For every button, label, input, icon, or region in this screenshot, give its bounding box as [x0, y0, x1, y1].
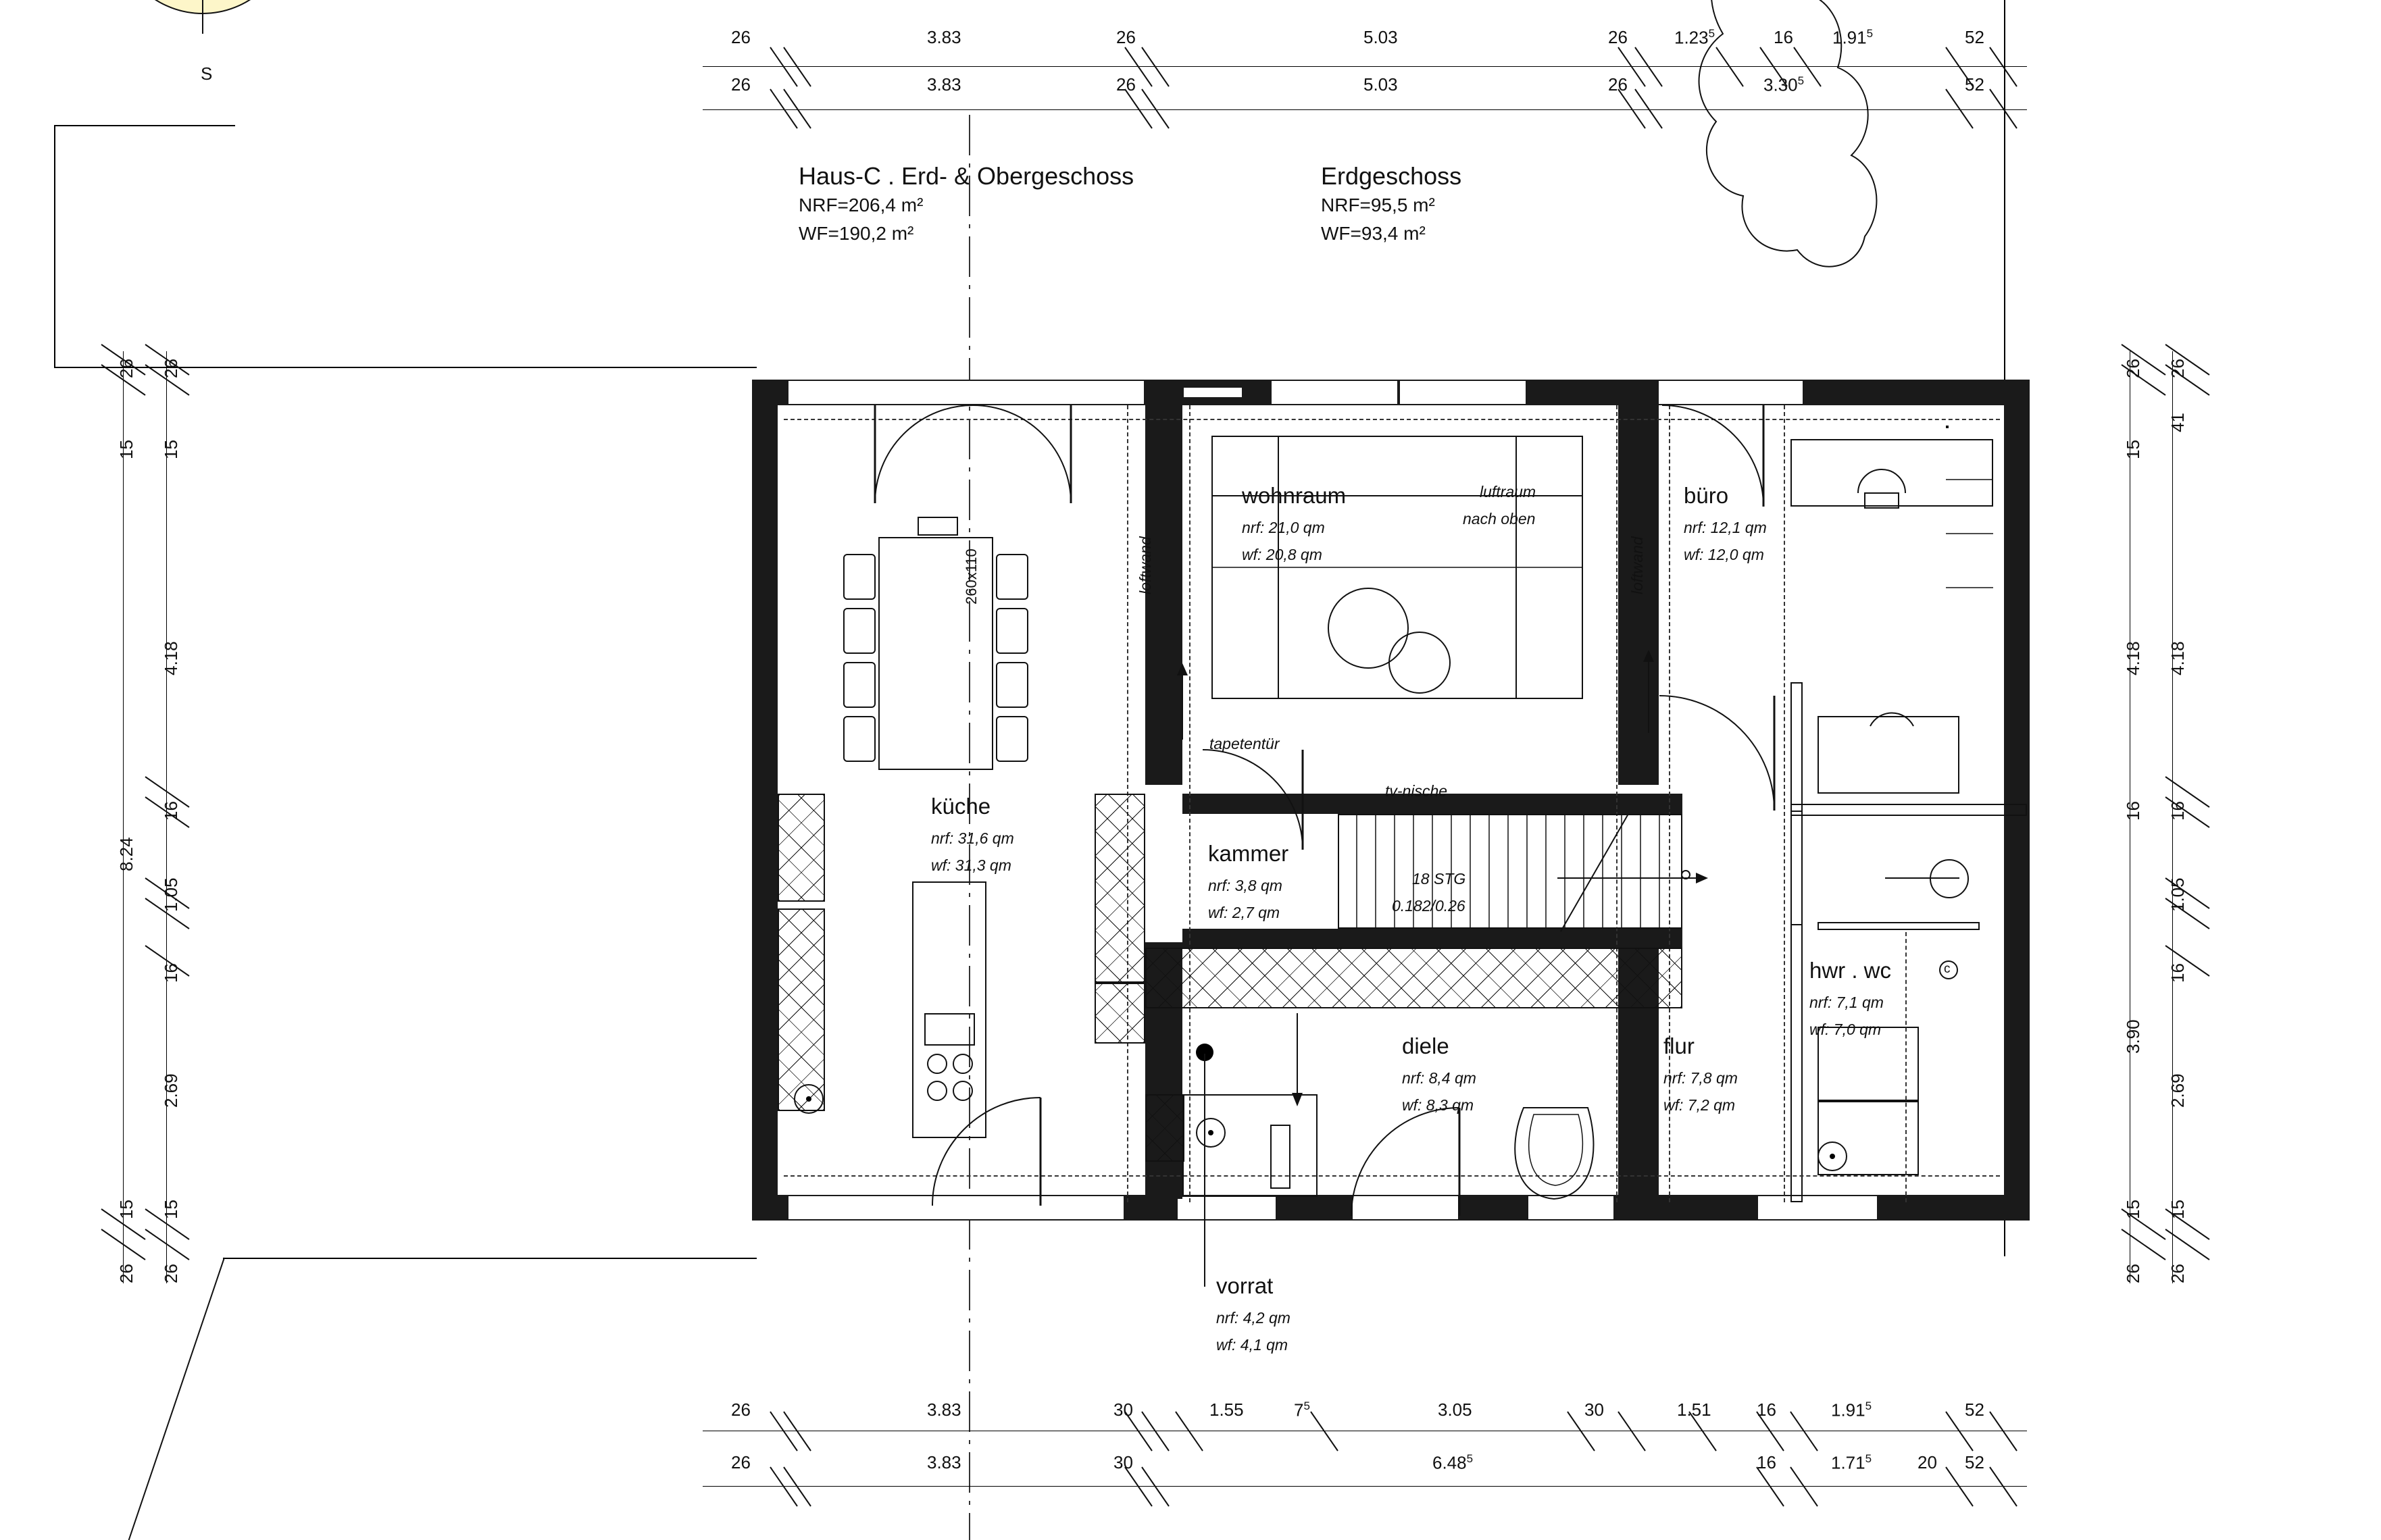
- pier-bottom-5: [1657, 1195, 1758, 1221]
- door-flur: [1659, 696, 1788, 824]
- door-kuche-top: [865, 405, 1081, 527]
- dim-bot2-5: 1.71$^5$: [1831, 1452, 1872, 1473]
- room-diele-name: diele: [1402, 1033, 1449, 1058]
- dim-top1-4: 26: [1608, 27, 1628, 47]
- dim-top1-2: 26: [1116, 27, 1136, 47]
- dim-top2-4: 26: [1608, 74, 1628, 95]
- stair-arrow-origin: [1681, 870, 1690, 879]
- annotation-tapetentuer: tapetentür: [1209, 735, 1280, 752]
- dim-bot1-10: 52: [1965, 1400, 1984, 1420]
- room-buro-wf: wf: 12,0 qm: [1684, 546, 1764, 563]
- dim-right-inner-0: 26: [2167, 359, 2188, 378]
- dim-bot1-5: 3.05: [1438, 1400, 1472, 1420]
- annotation-luftraum-1: luftraum: [1480, 483, 1536, 500]
- stair-rise-label: 0.182/0.26: [1392, 897, 1465, 915]
- dim-ticks-right: [2061, 0, 2331, 1540]
- dim-left-inner-7: 15: [161, 1200, 181, 1219]
- dim-left-inner-3: 16: [161, 801, 181, 821]
- room-hwr-name: hwr . wc: [1809, 958, 1892, 983]
- dim-bot2-0: 26: [731, 1452, 751, 1472]
- dim-bot2-1: 3.83: [927, 1452, 961, 1472]
- door-kuche-bottom: [932, 1098, 1068, 1212]
- room-diele-wf: wf: 8,3 qm: [1402, 1096, 1474, 1114]
- dim-bot1-9: 1.91$^5$: [1831, 1400, 1872, 1420]
- wc-line: [1885, 875, 1966, 881]
- dim-right-inner-3: 16: [2167, 801, 2188, 821]
- room-flur-wf: wf: 7,2 qm: [1663, 1096, 1736, 1114]
- room-kuche-nrf: nrf: 31,6 qm: [931, 829, 1014, 847]
- dim-top2-6: 52: [1965, 74, 1984, 95]
- dim-left-inner-0: 26: [161, 359, 181, 378]
- hwr-fixture-dot: [1830, 1154, 1835, 1159]
- dim-top1-8: 52: [1965, 27, 1984, 47]
- dim-top1-1: 3.83: [927, 27, 961, 47]
- room-flur-name: flur: [1663, 1033, 1695, 1058]
- dim-bot2-7: 52: [1965, 1452, 1984, 1472]
- window-top-5: [1655, 380, 1804, 405]
- counter-run-diele: [1145, 948, 1682, 1008]
- ref-line-v2: [1189, 405, 1190, 1202]
- stair-count-label: 18 STG: [1412, 870, 1466, 888]
- dim-right-inner-7: 15: [2167, 1200, 2188, 1219]
- dim-left-inner-5: 16: [161, 963, 181, 983]
- interior-wall-kammer-bottom: [1182, 929, 1682, 948]
- room-buro-name: büro: [1684, 483, 1729, 508]
- room-hwr-wf: wf: 7,0 qm: [1809, 1021, 1882, 1038]
- window-top-1: [787, 380, 1145, 405]
- chair-right-4: [996, 716, 1028, 762]
- washing-machine: [1818, 1027, 1919, 1101]
- dim-right-outer-4: 3.90: [2123, 1019, 2143, 1054]
- vorrat-shelf: [1145, 1094, 1184, 1162]
- dim-top1-5: 1.23$^5$: [1674, 27, 1715, 48]
- door-diele: [1351, 1108, 1486, 1223]
- dim-top2-3: 5.03: [1363, 74, 1398, 95]
- compass-south-label: S: [201, 63, 213, 84]
- chair-right-3: [996, 662, 1028, 708]
- dim-right-inner-1: 41: [2167, 413, 2188, 432]
- dim-top1-0: 26: [731, 27, 751, 47]
- vanity-basin: [1865, 686, 1919, 733]
- room-flur-nrf: nrf: 7,8 qm: [1663, 1069, 1738, 1087]
- room-vorrat-wf: wf: 4,1 qm: [1216, 1336, 1288, 1354]
- dim-bot1-6: 30: [1584, 1400, 1604, 1420]
- arrow-up-right: [1635, 648, 1662, 736]
- title-left-wf: WF=190,2 m²: [799, 223, 914, 244]
- dining-table-size-label: 260x110: [963, 548, 980, 605]
- pier-bottom-6: [1878, 1195, 2030, 1221]
- room-kammer-nrf: nrf: 3,8 qm: [1208, 877, 1282, 894]
- annotation-tv-nische: tv-nische: [1385, 782, 1448, 800]
- dim-bot2-2: 30: [1113, 1452, 1133, 1472]
- exterior-wall-left: [752, 380, 778, 1221]
- window-top-2: [1182, 386, 1243, 399]
- dim-bot2-6: 20: [1918, 1452, 1937, 1472]
- room-wohnraum-nrf: nrf: 21,0 qm: [1242, 519, 1325, 536]
- kitchen-fixture-left-dot: [806, 1096, 811, 1102]
- ref-line-v3: [1616, 405, 1618, 1202]
- dim-top2-5: 3.30$^5$: [1763, 74, 1805, 95]
- dim-bot1-4: $7^5$: [1294, 1400, 1310, 1420]
- dim-ticks-left: [0, 0, 270, 1540]
- room-wohnraum-wf: wf: 20,8 qm: [1242, 546, 1322, 563]
- dim-right-outer-6: 26: [2123, 1264, 2143, 1283]
- dim-top1-6: 16: [1774, 27, 1793, 47]
- chair-left-4: [843, 716, 876, 762]
- room-kammer-wf: wf: 2,7 qm: [1208, 904, 1280, 921]
- dim-top1-7: 1.91$^5$: [1832, 27, 1874, 48]
- dim-right-inner-5: 16: [2167, 963, 2188, 983]
- room-hwr-nrf: nrf: 7,1 qm: [1809, 994, 1884, 1011]
- annotation-luftraum-2: nach oben: [1463, 510, 1536, 528]
- room-diele-nrf: nrf: 8,4 qm: [1402, 1069, 1476, 1087]
- ref-line-right-1: [1905, 932, 1907, 1202]
- dim-right-outer-0: 26: [2123, 359, 2143, 378]
- dim-right-inner-2: 4.18: [2167, 641, 2188, 675]
- room-kuche-wf: wf: 31,3 qm: [931, 856, 1011, 874]
- arrow-up-left: [1169, 662, 1196, 743]
- dim-top2-0: 26: [731, 74, 751, 95]
- room-buro-nrf: nrf: 12,1 qm: [1684, 519, 1767, 536]
- dim-bot1-7: 1.51: [1677, 1400, 1711, 1420]
- kitchen-counter-right: [1095, 794, 1145, 983]
- room-vorrat-nrf: nrf: 4,2 qm: [1216, 1309, 1290, 1327]
- dim-right-inner-8: 26: [2167, 1264, 2188, 1283]
- dim-top1-3: 5.03: [1363, 27, 1398, 47]
- chair-right-1: [996, 554, 1028, 600]
- annotation-loftwand-left: loftwand: [1136, 536, 1154, 594]
- dim-bot1-2: 30: [1113, 1400, 1133, 1420]
- kitchen-cabinet-left-upper: [778, 794, 825, 902]
- dim-bot1-1: 3.83: [927, 1400, 961, 1420]
- dim-left-inner-8: 26: [161, 1264, 181, 1283]
- dim-ticks-bottom: [0, 1391, 2381, 1540]
- dim-left-outer-3: 15: [116, 1200, 136, 1219]
- vorrat-leader-line: [1196, 1054, 1223, 1297]
- door-kammer: [1196, 750, 1324, 858]
- chair-left-2: [843, 608, 876, 654]
- room-kammer-name: kammer: [1208, 841, 1289, 866]
- copyright-glyph: c: [1944, 962, 1951, 976]
- dim-bot1-8: 16: [1757, 1400, 1776, 1420]
- office-chair: [1851, 459, 1912, 513]
- dim-left-outer-1: 15: [116, 440, 136, 459]
- window-bottom-5: [1757, 1195, 1878, 1221]
- kitchen-sink: [924, 1013, 975, 1046]
- kitchen-cabinet-left-lower: [778, 908, 825, 1111]
- dim-left-outer-0: 26: [116, 359, 136, 378]
- window-top-3: [1270, 380, 1399, 405]
- title-right-wf: WF=93,4 m²: [1321, 223, 1426, 244]
- dim-top2-1: 3.83: [927, 74, 961, 95]
- title-left: Haus-C . Erd- & Obergeschoss: [799, 162, 1134, 190]
- dim-right-outer-3: 16: [2123, 801, 2143, 821]
- interior-wall-flur-hwr: [1790, 811, 1803, 1202]
- pier-top-3: [1526, 380, 1561, 405]
- wc-tank: [1818, 922, 1980, 930]
- interior-wall-hwr-top: [1790, 804, 2027, 816]
- room-wohnraum-name: wohnraum: [1242, 483, 1347, 508]
- dim-bot1-3: 1.55: [1209, 1400, 1244, 1420]
- chair-left-1: [843, 554, 876, 600]
- dim-bot2-4: 16: [1757, 1452, 1776, 1472]
- room-kuche-name: küche: [931, 794, 991, 819]
- dim-left-inner-6: 2.69: [161, 1073, 181, 1108]
- exterior-wall-right: [2004, 380, 2030, 1221]
- dim-left-inner-4: 1.05: [161, 877, 181, 912]
- room-vorrat-name: vorrat: [1216, 1273, 1274, 1298]
- window-top-4: [1399, 380, 1527, 405]
- dim-top2-2: 26: [1116, 74, 1136, 95]
- title-left-nrf: NRF=206,4 m²: [799, 195, 924, 215]
- pier-top-2: [1243, 380, 1272, 405]
- dim-left-outer-2: 8.24: [116, 837, 136, 871]
- chair-right-2: [996, 608, 1028, 654]
- dim-right-inner-4: 1.05: [2167, 877, 2188, 912]
- annotation-loftwand-right: loftwand: [1628, 536, 1646, 594]
- stove-burner-2: [953, 1054, 973, 1074]
- dim-right-outer-1: 15: [2123, 440, 2143, 459]
- chair-left-3: [843, 662, 876, 708]
- dim-bot2-3: 6.48$^5$: [1432, 1452, 1474, 1473]
- pier-bottom-2: [1276, 1195, 1351, 1221]
- stove-burner-1: [927, 1054, 947, 1074]
- dim-left-inner-2: 4.18: [161, 641, 181, 675]
- dim-left-outer-4: 26: [116, 1264, 136, 1283]
- dim-right-inner-6: 2.69: [2167, 1073, 2188, 1108]
- office-shelf-lines: [1946, 426, 1996, 644]
- title-right-nrf: NRF=95,5 m²: [1321, 195, 1435, 215]
- living-room-rug-lines: [1211, 436, 1590, 706]
- title-right: Erdgeschoss: [1321, 162, 1462, 190]
- dim-right-outer-5: 15: [2123, 1200, 2143, 1219]
- window-bottom-2: [1176, 1195, 1277, 1221]
- door-buro: [1662, 405, 1784, 527]
- vorrat-counter: [1270, 1125, 1290, 1189]
- dim-left-inner-1: 15: [161, 440, 181, 459]
- diele-down-arrow: [1284, 1013, 1311, 1108]
- entry-armchair: [1513, 1108, 1601, 1202]
- kitchen-counter-bottom: [1095, 983, 1145, 1044]
- dim-bot1-0: 26: [731, 1400, 751, 1420]
- dim-right-outer-2: 4.18: [2123, 641, 2143, 675]
